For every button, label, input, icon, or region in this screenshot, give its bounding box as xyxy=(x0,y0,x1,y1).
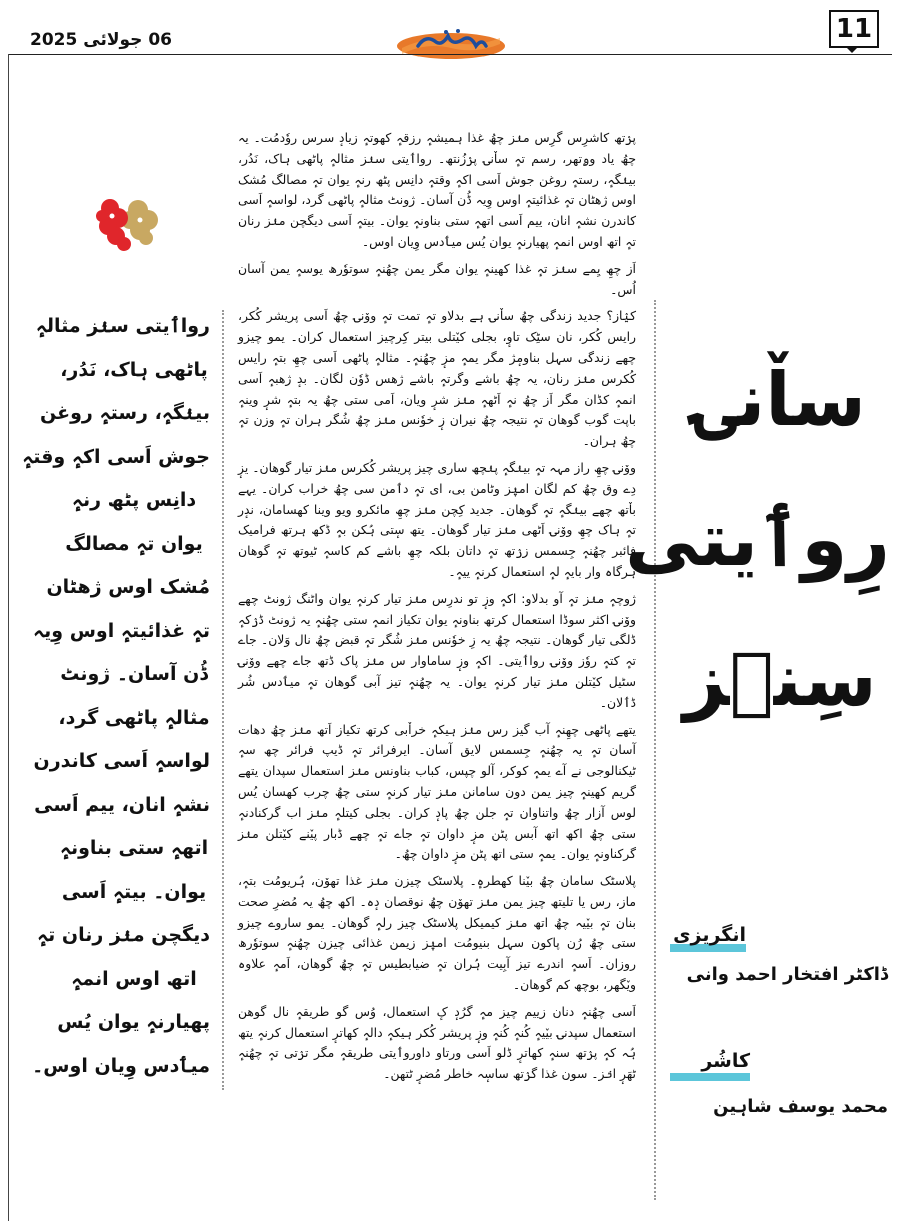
title-line: سِنٛز xyxy=(683,637,877,723)
article-paragraph: ووٚنۍ چھِ راز مہہ تہٕ بینٛگہٕ پنٛچھ ساری چیز پریشر کُکرس منٛز تیار گوھان۔ یزٕ دِے وق چھُ کم لگان امپٛز وٹامن بی، ای تہٕ دٲمن سی چھُ خراب کران۔ یہے باٚتھ چھے بینٛگہٕ تہٕ گوھان۔ جدید کِچن منٛز چھِ مائکرو ویو وینا کھسامان، ندٕر تہٕ ہاک چھِ ووٚنۍ اَٹھی منٛز تیار گوھان۔ یتھ سٕتی ہُکن بہٕ ڈکھ ہرتھ فرامیک فائبر چھُنہٕ جِسمس زرٛتھ تہٕ داتان بلکہ چھِ باشے کم کاسہٕ ٹیوتھ تہٕ گوھان ہرگاہ وار بایہٕ لہٕ استعمال کرنہٕ ییہٕ۔ xyxy=(238,459,636,579)
header-rule xyxy=(8,54,892,55)
pull-quote-line: دانِس پٹھ رنہٕ xyxy=(71,489,197,511)
pull-quote-line: مُشک اوس ژھٹان xyxy=(46,576,210,598)
pull-quote-line: اتھہٕ ستی بناونہٕ xyxy=(59,837,209,859)
article-paragraph: اَز چھِ یِمے سنٛز تہٕ غذا کھینہٕ یوان مگر یمن چھُنہٕ سوتوٗرھ یوسہٕ یمن آسان اُس۔ xyxy=(238,260,636,297)
issue-date: 06 جولائی 2025 xyxy=(30,30,172,50)
pull-quote-line: یوان۔ بیتہٕ اَسی xyxy=(61,880,207,903)
pull-quote-line: اتھ اوس انمہٕ xyxy=(71,967,197,990)
article-paragraph: پلاسٹک سامان چھُ بیٚنا کھطرہٕ۔ پلاسٹک چیزن منٛز غذا تھوٚن، ہُریومُت بتہٕ، ماز، رس یا تلیتھ چیز یمن منٛز تھوٚن چھُ نوقصان دٕہ۔ اکھ چھُ یہ مُضرِ صحت بنان تہٕ بیٚیہ چھُ اتھ منٛز کیمیکل پلاسٹک چیز رلہٕ گوھان۔ یمو ساروے چیزو ستی چھُ رُن پاکون سہل بنیومُت امپٛز زیمن غذائی چیزن چھُنہٕ سوتوٗرھ روزان۔ اَسہٕ اندرے تیز آبِیت ہُران تہٕ ضیابطیس تہٕ چھُ گوھان، اَمہٕ علاوہ ویٚگھر، بوچھ کم گوھان۔ xyxy=(238,873,636,993)
page-number: 11 xyxy=(829,10,879,48)
column-divider-left xyxy=(222,310,224,1090)
kashmiri-label: کاشُر xyxy=(701,1050,750,1072)
column-divider-right xyxy=(654,300,656,1200)
article-title xyxy=(625,330,890,780)
pull-quote-line: لواسہٕ اَسی کاندرن xyxy=(33,750,210,772)
article-paragraph: یتھے پاٹھی چھِنہٕ آب گیز رس منٛز ہیکہٕ خراٚبی کرتھ تکیاز اَتھ منٛز چھُ دھات آسان تہٕ یہ چھُنہٕ جِسمس لایق آسان۔ ایرفرائر تہٕ ڈیپ فرائر چھ سہٕ ٹیکنالوجی نے آے یمہٕ کوکر، آلو چپس، کباب بناونس منٛز استعمال سپدان یتھے گریم کھینہٕ چیز یمن دون سامانن منٛز تیار کرنہٕ ستی چھُ چرب کھسان یُس لوس آزار چھُ واتناوان تہٕ جلن چھُ پادٕ کران۔ بجلی کیتلہٕ منٛز اب گرکنادنہٕ ستی چھُ اکھ اتھ آبس پٹن مزٕ داوان تہٕ جاے تہٕ چھے ڈبار پیٚنے کیٚتلن منٛز گرکناونہٕ یوان۔ یمہٕ ستی اتھ پٹن مزٕ داوان چھُ۔ xyxy=(238,721,636,862)
pull-quote-line: بینٛگہٕ، رستہٕ روغن xyxy=(40,402,210,424)
article-paragraph: کیٛاز؟ جدید زندگی چھُ ساٚنۍ ہے بدلاو تہٕ تمت تہٕ ووٚنۍ چھُ اَسی پریشر کُکر، رایس کُکر، نان سٹِک تاوٕ، بجلی کیٚتلی بیتر کِرچیز استعمال کران۔ یمو چیزو چھے زندگی سہل بناومٕژ مگر یمہٕ مزٕ چھُنہٕ۔ مثالہٕ پاٹھی اَسی چھِ بتہٕ رایس کُکرس منٛز رنان، یہ چھُ باشے وگرتہٕ باشے ژھس ڈوٗن لگان۔ بدٕ ژھبہٕ اَسی انمہٕ کڈان مگر اَز چھُ نہٕ اَٹھہٕ منٛز شرٕ ویان، اَمی ستی چھُ یہ بتہٕ شرٕ وینہٕ باپت گوب گوھان تہٕ نتیجہ چھُ نیران زٕ خوٗنس منٛز چھُ شُگر ہران تہٕ وزن تہٕ چھُ ہران۔ xyxy=(238,308,636,449)
page-number-pointer xyxy=(846,47,858,53)
pull-quote-line: دیگچن منٛز رنان تہٕ xyxy=(37,924,210,946)
article-paragraph: ژوچہٕ منٛز تہٕ آو بدلاو: اکہٕ وزٕ تو ندرِس منٛز تیار کرنہٕ یوان واٹنگ ژونٹ چھے ووٚنۍ اکثر سوڈا استعمال کرتھ بناونہٕ یوان تکیاز انمہٕ ستی چھُنہٕ یہ ژونٹ ڈرٛکہٕ ڈلگی تیار گوھان۔ نتیجہ چھُ یہ زِ خوٗنس منٛز شُگر تہٕ قبض چھُ نال وَلان۔ جاے تہٕ کتہٕ روٗز ووٚنۍ روا‎ٲیتی۔ اکہٕ وزٕ ساماوار س منٛز پاک ڈتھ جاے چھے ووٚنۍ سٹیل کیٚتلن منٛز تیار کرنہٕ یوان۔ یہ چھُنہٕ تیز آبی گوھان تہٕ میٲدس شُر ڈٲلان۔ xyxy=(238,590,636,710)
page-left-rule xyxy=(8,54,9,1221)
pull-quote-line: یوان تہٕ مصالگ xyxy=(65,532,203,555)
kashmiri-label-highlight xyxy=(670,1073,750,1081)
title-line: ساٚنۍ xyxy=(694,357,866,443)
pull-quote-line: پاٹھی ہاک، نَدُر، xyxy=(60,358,208,381)
pull-quote-line: ڈُن آسان۔ ژونٹ xyxy=(60,663,208,685)
pull-quote-line: جوش اَسی اکہٕ وقتہٕ xyxy=(22,445,210,468)
translator-label: انگریزی xyxy=(673,924,746,946)
pull-quote-line: مثالہٕ پاٹھی گرد، xyxy=(58,706,210,729)
article-paragraph: اَسی چھُنہٕ دنان زییم چیز مہٕ گرُدٕ کٕ استعمال، وُس گو طریقہٕ نال گوھن استعمال سپدنۍ بیٚیہٕ کُنہٕ کُنہٕ وزٕ پریشر کُکر ہیکہٕ دالہٕ کھاترٕ استعمال کرنہٕ یتھ ہُہ کہٕ پرٛتھ سنہٕ کھاترٕ ڈلو اَسی ورتاو داورو‎ٲیتی طریقہٕ مگر ترٛتی تہٕ چھُنہٕ ٹھَرٕ انٛز۔ سون غذا گرٛتھ ساسٕہ خاطر مُضرٕ ٹتھن۔ xyxy=(238,1003,636,1082)
page-header xyxy=(0,0,900,60)
pull-quote-line: نشہٕ انان، ییم اَسی xyxy=(34,793,210,816)
translator-name: ڈاکٹر افتخار احمد وانی xyxy=(686,964,888,985)
article-paragraph: پرٛتھ کاشرِس گرِس منٛز چھُ غذا ہمیشہٕ رزقہٕ کھوتہٕ زیادٕ سرس روٗدمُت۔ یہ چھُ یاد وۄتھر، رسم تہٕ ساٚنۍ پرٛزُنتھ۔ روا‎ٲیتی سنٛز مثالہٕ پاٹھی ہاک، نَدُر، بینٛگہٕ، رستہٕ روغن جوش اَسی اکہٕ وقتہٕ دانِس پٹھ رنہٕ یوان تہٕ مصالگ مُشک اوس ژھٹان تہٕ غذائیتہٕ اوس وِیہ ڈُن آسان۔ ژونٹ مثالہٕ پاٹھی گرد، لواسہٕ اَسی کاندرن نشہٕ انان، ییم اَسی اتھہٕ ستی بناونہٕ یوان۔ بیتہٕ اَسی دیگچن منٛز رنان تہٕ اتھ اوس انمہٕ پھیارنہٕ یوان یُس میٲدس وِیان اوس۔ xyxy=(238,130,636,249)
pull-quote-line: میٲدس وِیان اوس۔ xyxy=(32,1054,210,1077)
pull-quote-line: پھیارنہٕ یوان یُس xyxy=(57,1011,210,1033)
pull-quote-line: روا‎ٲیتی سنٛز مثالہٕ xyxy=(35,315,210,337)
pull-quote-line: تہٕ غذائیتہٕ اوس وِیہ xyxy=(33,619,210,642)
flower-ornament xyxy=(88,192,168,256)
kashmiri-name: محمد یوسف شاہین xyxy=(713,1096,888,1117)
pull-quote xyxy=(22,305,210,1095)
article-body xyxy=(238,128,636,1208)
title-line: رِوٲیتی xyxy=(625,497,890,583)
